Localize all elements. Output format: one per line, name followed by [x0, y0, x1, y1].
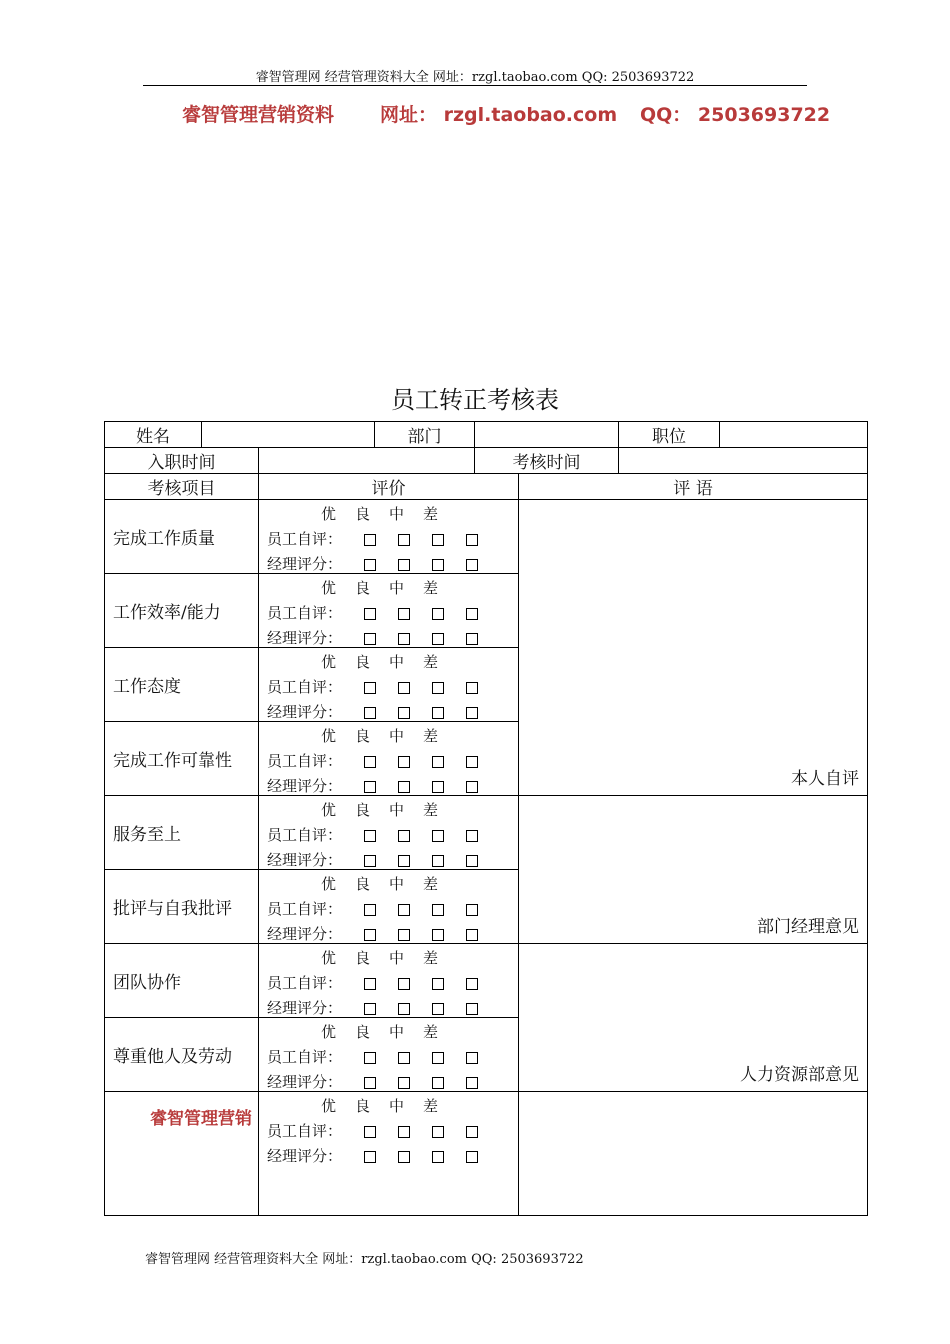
col-comment-header: 评 语: [519, 474, 868, 500]
header-rule: [143, 85, 807, 86]
item-label: 完成工作可靠性: [105, 722, 259, 796]
rating-levels: [321, 651, 457, 672]
self-rating-checkbox[interactable]: [466, 904, 478, 916]
self-rating-checkbox[interactable]: [466, 978, 478, 990]
self-rating-row: [267, 824, 500, 845]
dept-field[interactable]: [475, 422, 619, 448]
rating-level-label: 中: [389, 801, 405, 819]
item-label: 批评与自我批评: [105, 870, 259, 944]
rating-cell: [259, 648, 519, 722]
self-rating-checkbox[interactable]: [432, 904, 444, 916]
self-rating-checkbox[interactable]: [466, 534, 478, 546]
rating-cell: [259, 944, 519, 1018]
dept-manager-comment-cell[interactable]: [519, 796, 868, 944]
self-rating-checkbox[interactable]: [398, 904, 410, 916]
manager-rating-checkbox[interactable]: [364, 1003, 376, 1015]
self-rating-checkbox[interactable]: [432, 1052, 444, 1064]
review-date-field[interactable]: [619, 448, 868, 474]
rating-level-label: 差: [423, 801, 439, 819]
join-date-field[interactable]: [259, 448, 475, 474]
manager-rating-checkbox[interactable]: [364, 559, 376, 571]
manager-rating-checkbox[interactable]: [364, 707, 376, 719]
rating-level-label: 优: [321, 1023, 337, 1041]
self-rating-label: 员工自评：: [267, 974, 343, 992]
rating-level-label: 差: [423, 579, 439, 597]
rating-cell: [259, 500, 519, 574]
form-title: 员工转正考核表: [391, 386, 559, 414]
self-rating-checkbox[interactable]: [364, 1126, 376, 1138]
manager-rating-row: [267, 997, 500, 1018]
manager-rating-checkbox[interactable]: [398, 559, 410, 571]
rating-level-label: 良: [355, 1097, 371, 1115]
self-rating-label: 员工自评：: [267, 900, 343, 918]
self-rating-checkbox[interactable]: [398, 1126, 410, 1138]
manager-rating-label: 经理评分：: [267, 925, 343, 943]
rating-level-label: 良: [355, 949, 371, 967]
manager-rating-label: 经理评分：: [267, 555, 343, 573]
rating-level-label: 差: [423, 727, 439, 745]
review-date-label: 考核时间: [475, 448, 619, 474]
manager-rating-checkbox[interactable]: [432, 855, 444, 867]
self-rating-label: 员工自评：: [267, 752, 343, 770]
manager-rating-label: 经理评分：: [267, 1147, 343, 1165]
manager-rating-checkbox[interactable]: [364, 781, 376, 793]
manager-rating-label: 经理评分：: [267, 1073, 343, 1091]
manager-rating-checkbox[interactable]: [466, 707, 478, 719]
self-rating-checkbox[interactable]: [432, 534, 444, 546]
manager-rating-checkbox[interactable]: [398, 929, 410, 941]
self-rating-checkbox[interactable]: [398, 682, 410, 694]
self-rating-row: [267, 602, 500, 623]
self-rating-checkbox[interactable]: [398, 756, 410, 768]
rating-level-label: 中: [389, 653, 405, 671]
self-rating-row: [267, 898, 500, 919]
watermark: 睿智管理营销: [150, 1109, 252, 1129]
rating-level-label: 中: [389, 505, 405, 523]
self-rating-label: 员工自评：: [267, 1048, 343, 1066]
rating-level-label: 优: [321, 727, 337, 745]
manager-rating-checkbox[interactable]: [364, 633, 376, 645]
rating-level-label: 差: [423, 875, 439, 893]
self-rating-row: [267, 972, 500, 993]
manager-rating-checkbox[interactable]: [432, 559, 444, 571]
page-footer: 睿智管理网 经营管理资料大全 网址：rzgl.taobao.com QQ: 2503693722: [145, 1252, 584, 1267]
position-field[interactable]: [720, 422, 868, 448]
manager-rating-checkbox[interactable]: [466, 855, 478, 867]
rating-level-label: 优: [321, 505, 337, 523]
self-rating-checkbox[interactable]: [398, 534, 410, 546]
manager-rating-checkbox[interactable]: [398, 1077, 410, 1089]
self-rating-checkbox[interactable]: [432, 1126, 444, 1138]
rating-level-label: 优: [321, 1097, 337, 1115]
manager-rating-checkbox[interactable]: [466, 781, 478, 793]
rating-cell: [259, 722, 519, 796]
self-rating-checkbox[interactable]: [398, 830, 410, 842]
self-rating-checkbox[interactable]: [398, 978, 410, 990]
rating-levels: [321, 947, 457, 968]
hr-comment-cell[interactable]: [519, 944, 868, 1092]
rating-level-label: 差: [423, 505, 439, 523]
position-label: 职位: [619, 422, 720, 448]
manager-rating-checkbox[interactable]: [398, 707, 410, 719]
col-item-header: 考核项目: [105, 474, 259, 500]
self-rating-checkbox[interactable]: [364, 978, 376, 990]
manager-rating-checkbox[interactable]: [398, 855, 410, 867]
self-rating-row: [267, 528, 500, 549]
rating-level-label: 差: [423, 949, 439, 967]
col-rating-header: 评价: [259, 474, 519, 500]
item-label: 尊重他人及劳动: [105, 1018, 259, 1092]
item-label: 团队协作: [105, 944, 259, 1018]
manager-rating-checkbox[interactable]: [432, 707, 444, 719]
self-rating-checkbox[interactable]: [364, 756, 376, 768]
self-rating-checkbox[interactable]: [432, 978, 444, 990]
manager-rating-checkbox[interactable]: [364, 929, 376, 941]
manager-rating-row: [267, 1145, 500, 1166]
rating-cell: [259, 1018, 519, 1092]
item-label: 工作态度: [105, 648, 259, 722]
manager-rating-label: 经理评分：: [267, 999, 343, 1017]
self-rating-checkbox[interactable]: [466, 756, 478, 768]
self-rating-label: 员工自评：: [267, 678, 343, 696]
manager-rating-label: 经理评分：: [267, 777, 343, 795]
rating-cell: [259, 1092, 519, 1216]
manager-rating-checkbox[interactable]: [466, 1003, 478, 1015]
rating-levels: [321, 503, 457, 524]
self-rating-row: [267, 750, 500, 771]
manager-rating-row: [267, 923, 500, 944]
rating-cell: [259, 574, 519, 648]
manager-rating-row: [267, 775, 500, 796]
manager-rating-row: [267, 849, 500, 870]
table-row: [105, 500, 868, 574]
self-rating-row: [267, 1046, 500, 1067]
rating-level-label: 优: [321, 875, 337, 893]
rating-level-label: 良: [355, 653, 371, 671]
self-rating-checkbox[interactable]: [466, 1126, 478, 1138]
self-comment-cell[interactable]: [519, 500, 868, 796]
banner-brand: 睿智管理营销资料: [182, 104, 335, 126]
manager-rating-checkbox[interactable]: [364, 1151, 376, 1163]
self-rating-checkbox[interactable]: [432, 830, 444, 842]
self-rating-checkbox[interactable]: [466, 608, 478, 620]
rating-levels: [321, 725, 457, 746]
dept-label: 部门: [375, 422, 475, 448]
manager-rating-checkbox[interactable]: [466, 559, 478, 571]
rating-level-label: 良: [355, 579, 371, 597]
self-rating-checkbox[interactable]: [432, 682, 444, 694]
manager-rating-checkbox[interactable]: [466, 1151, 478, 1163]
comment-label: 人力资源部意见: [740, 1065, 859, 1085]
rating-level-label: 中: [389, 1097, 405, 1115]
rating-level-label: 中: [389, 579, 405, 597]
self-rating-row: [267, 1120, 500, 1141]
rating-level-label: 差: [423, 1097, 439, 1115]
rating-levels: [321, 799, 457, 820]
manager-rating-checkbox[interactable]: [466, 929, 478, 941]
self-rating-label: 员工自评：: [267, 826, 343, 844]
manager-rating-label: 经理评分：: [267, 703, 343, 721]
self-rating-label: 员工自评：: [267, 1122, 343, 1140]
manager-rating-row: [267, 553, 500, 574]
join-date-label: 入职时间: [105, 448, 259, 474]
rating-level-label: 优: [321, 653, 337, 671]
rating-level-label: 良: [355, 801, 371, 819]
manager-rating-checkbox[interactable]: [466, 633, 478, 645]
self-rating-checkbox[interactable]: [364, 904, 376, 916]
manager-rating-checkbox[interactable]: [364, 855, 376, 867]
rating-level-label: 中: [389, 727, 405, 745]
rating-level-label: 优: [321, 949, 337, 967]
manager-rating-row: [267, 701, 500, 722]
manager-rating-checkbox[interactable]: [432, 1003, 444, 1015]
self-rating-checkbox[interactable]: [364, 534, 376, 546]
manager-rating-checkbox[interactable]: [432, 1077, 444, 1089]
self-rating-checkbox[interactable]: [398, 1052, 410, 1064]
table-row: [105, 944, 868, 1018]
self-rating-checkbox[interactable]: [432, 756, 444, 768]
manager-rating-checkbox[interactable]: [398, 1003, 410, 1015]
self-rating-checkbox[interactable]: [466, 830, 478, 842]
self-rating-checkbox[interactable]: [466, 682, 478, 694]
manager-rating-checkbox[interactable]: [432, 633, 444, 645]
rating-level-label: 差: [423, 653, 439, 671]
rating-levels: [321, 577, 457, 598]
self-rating-checkbox[interactable]: [364, 608, 376, 620]
manager-rating-row: [267, 1071, 500, 1092]
manager-rating-checkbox[interactable]: [364, 1077, 376, 1089]
item-label: 服务至上: [105, 796, 259, 870]
manager-rating-checkbox[interactable]: [432, 781, 444, 793]
rating-cell: [259, 870, 519, 944]
rating-levels: [321, 1095, 457, 1116]
item-label: 工作效率/能力: [105, 574, 259, 648]
manager-rating-label: 经理评分：: [267, 629, 343, 647]
manager-rating-checkbox[interactable]: [432, 929, 444, 941]
self-rating-checkbox[interactable]: [466, 1052, 478, 1064]
rating-level-label: 中: [389, 875, 405, 893]
self-rating-checkbox[interactable]: [364, 682, 376, 694]
banner-qq: QQ： 2503693722: [640, 104, 831, 126]
self-rating-checkbox[interactable]: [364, 830, 376, 842]
rating-level-label: 良: [355, 505, 371, 523]
table-row: [105, 796, 868, 870]
comment-label: 部门经理意见: [757, 917, 859, 937]
rating-level-label: 良: [355, 727, 371, 745]
manager-rating-checkbox[interactable]: [466, 1077, 478, 1089]
comment-label: 本人自评: [791, 769, 859, 789]
self-rating-checkbox[interactable]: [364, 1052, 376, 1064]
rating-level-label: 优: [321, 801, 337, 819]
manager-rating-checkbox[interactable]: [398, 633, 410, 645]
manager-rating-checkbox[interactable]: [432, 1151, 444, 1163]
rating-level-label: 良: [355, 1023, 371, 1041]
manager-rating-label: 经理评分：: [267, 851, 343, 869]
self-rating-checkbox[interactable]: [432, 608, 444, 620]
rating-level-label: 差: [423, 1023, 439, 1041]
rating-level-label: 良: [355, 875, 371, 893]
rating-level-label: 中: [389, 949, 405, 967]
self-rating-label: 员工自评：: [267, 604, 343, 622]
self-rating-row: [267, 676, 500, 697]
manager-rating-row: [267, 627, 500, 648]
self-rating-label: 员工自评：: [267, 530, 343, 548]
banner-site: 网址： rzgl.taobao.com: [380, 104, 618, 126]
page-header: 睿智管理网 经营管理资料大全 网址：rzgl.taobao.com QQ: 2503693722: [255, 70, 695, 85]
manager-rating-checkbox[interactable]: [398, 781, 410, 793]
rating-level-label: 优: [321, 579, 337, 597]
name-field[interactable]: [202, 422, 375, 448]
review-form: [104, 421, 868, 1216]
rating-levels: [321, 1021, 457, 1042]
rating-cell: [259, 796, 519, 870]
item-label: 完成工作质量: [105, 500, 259, 574]
self-rating-checkbox[interactable]: [398, 608, 410, 620]
manager-rating-checkbox[interactable]: [398, 1151, 410, 1163]
rating-level-label: 中: [389, 1023, 405, 1041]
name-label: 姓名: [105, 422, 202, 448]
extra-comment-cell[interactable]: [519, 1092, 868, 1216]
rating-levels: [321, 873, 457, 894]
